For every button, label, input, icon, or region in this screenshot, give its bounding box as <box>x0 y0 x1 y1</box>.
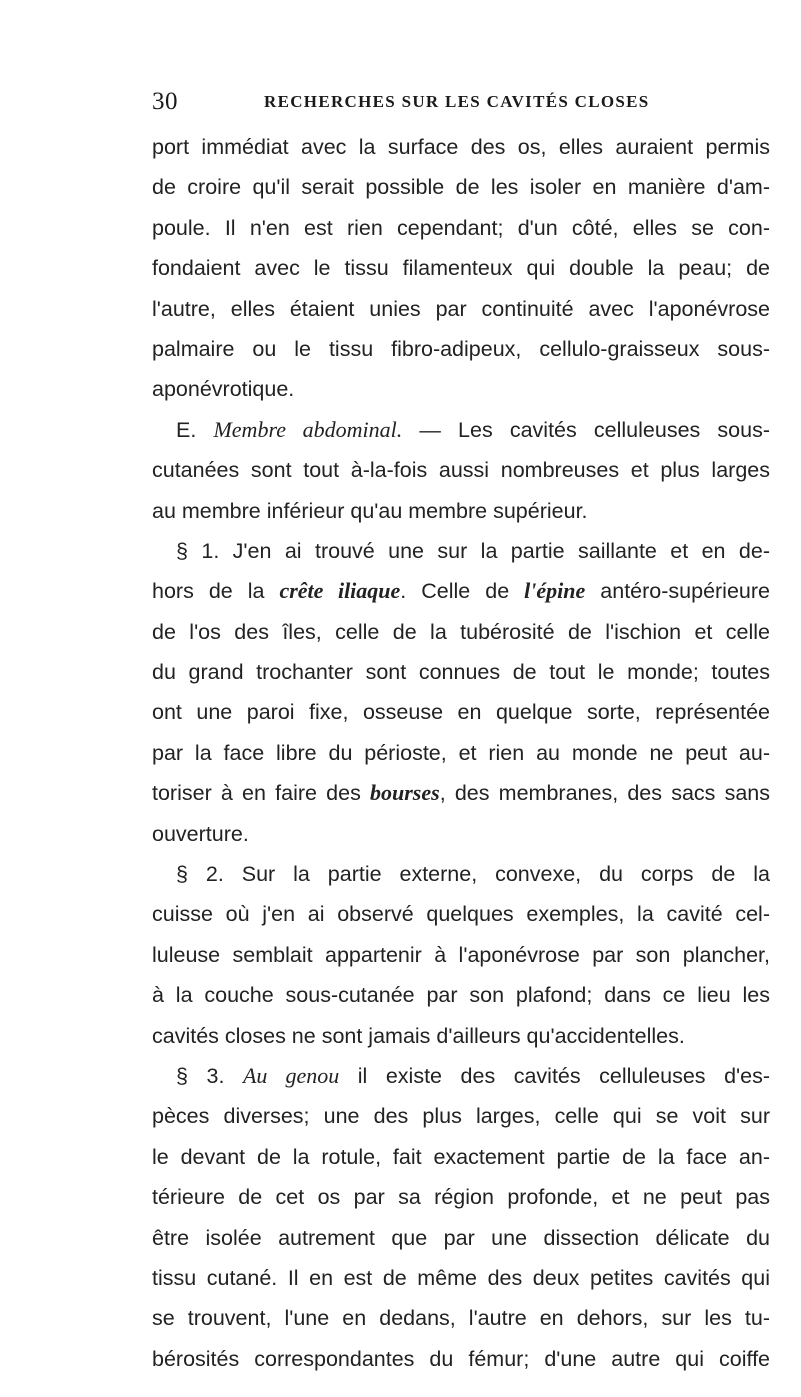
text-line: térieure de cet os par sa région profonde, et ne peut pas <box>152 1185 770 1210</box>
text-line: l'autre, elles étaient unies par continuité avec l'aponévrose <box>152 296 770 321</box>
text-line: fondaient avec le tissu filamenteux qui double la peau; de <box>152 256 770 281</box>
section-heading-line: E. Membre abdominal. — Les cavités celluleuses sous- <box>176 416 770 442</box>
body-text <box>152 127 770 1379</box>
text-line: au membre inférieur qu'au membre supérieur. <box>152 498 588 523</box>
text-line: port immédiat avec la surface des os, elles auraient permis <box>152 135 770 159</box>
text-line: le devant de la rotule, fait exactement partie de la face an- <box>152 1144 770 1169</box>
text-line: de croire qu'il serait possible de les isoler en manière d'am- <box>152 175 770 200</box>
text-line: palmaire ou le tissu fibro-adipeux, cellulo-graisseux sous- <box>152 336 770 361</box>
text-line: ont une paroi fixe, osseuse en quelque sorte, représentée <box>152 700 770 725</box>
text-line: être isolée autrement que par une dissection délicate du <box>152 1225 770 1250</box>
italic-term: Au genou <box>242 1062 340 1088</box>
italic-term: l'épine <box>524 578 586 604</box>
running-title: RECHERCHES SUR LES CAVITÉS CLOSES <box>264 92 650 111</box>
running-head <box>152 88 772 118</box>
text-line: bérosités correspondantes du fémur; d'une autre qui coiffe <box>152 1346 770 1371</box>
italic-term: crête iliaque <box>279 578 401 604</box>
text-line: poule. Il n'en est rien cependant; d'un côté, elles se con- <box>152 215 770 240</box>
text-line: luleuse semblait appartenir à l'aponévrose par son plancher, <box>152 942 770 967</box>
text-line: à la couche sous-cutanée par son plafond; dans ce lieu les <box>152 983 770 1008</box>
paragraph-line: § 1. J'en ai trouvé une sur la partie saillante et en de- <box>176 538 770 563</box>
text-line: ouverture. <box>152 821 249 846</box>
text-line: tissu cutané. Il en est de même des deux petites cavités qui <box>152 1265 770 1290</box>
text-line: hors de la crête iliaque. Celle de l'épine antéro-supérieure <box>152 578 770 604</box>
paragraph-line: § 3. Au genou il existe des cavités celluleuses d'es- <box>176 1062 770 1088</box>
section-title-italic: Membre abdominal. <box>213 416 403 442</box>
text-line: du grand trochanter sont connues de tout le monde; toutes <box>152 660 770 685</box>
text-line: cutanées sont tout à-la-fois aussi nombreuses et plus larges <box>152 458 770 483</box>
text-line: par la face libre du périoste, et rien au monde ne peut au- <box>152 740 770 765</box>
text-line: cavités closes ne sont jamais d'ailleurs qu'accidentelles. <box>152 1023 685 1048</box>
text-line: de l'os des îles, celle de la tubérosité de l'ischion et celle <box>152 619 770 644</box>
text-line: se trouvent, l'une en dedans, l'autre en dehors, sur les tu- <box>152 1306 770 1331</box>
text-line: toriser à en faire des bourses, des membranes, des sacs sans <box>152 780 770 806</box>
text-line: cuisse où j'en ai observé quelques exemples, la cavité cel- <box>152 902 770 927</box>
text-line: pèces diverses; une des plus larges, celle qui se voit sur <box>152 1104 770 1129</box>
text-line: aponévrotique. <box>152 377 295 402</box>
paragraph-line: § 2. Sur la partie externe, convexe, du corps de la <box>176 862 770 887</box>
page-number: 30 <box>152 88 178 115</box>
italic-term: bourses <box>370 780 440 806</box>
